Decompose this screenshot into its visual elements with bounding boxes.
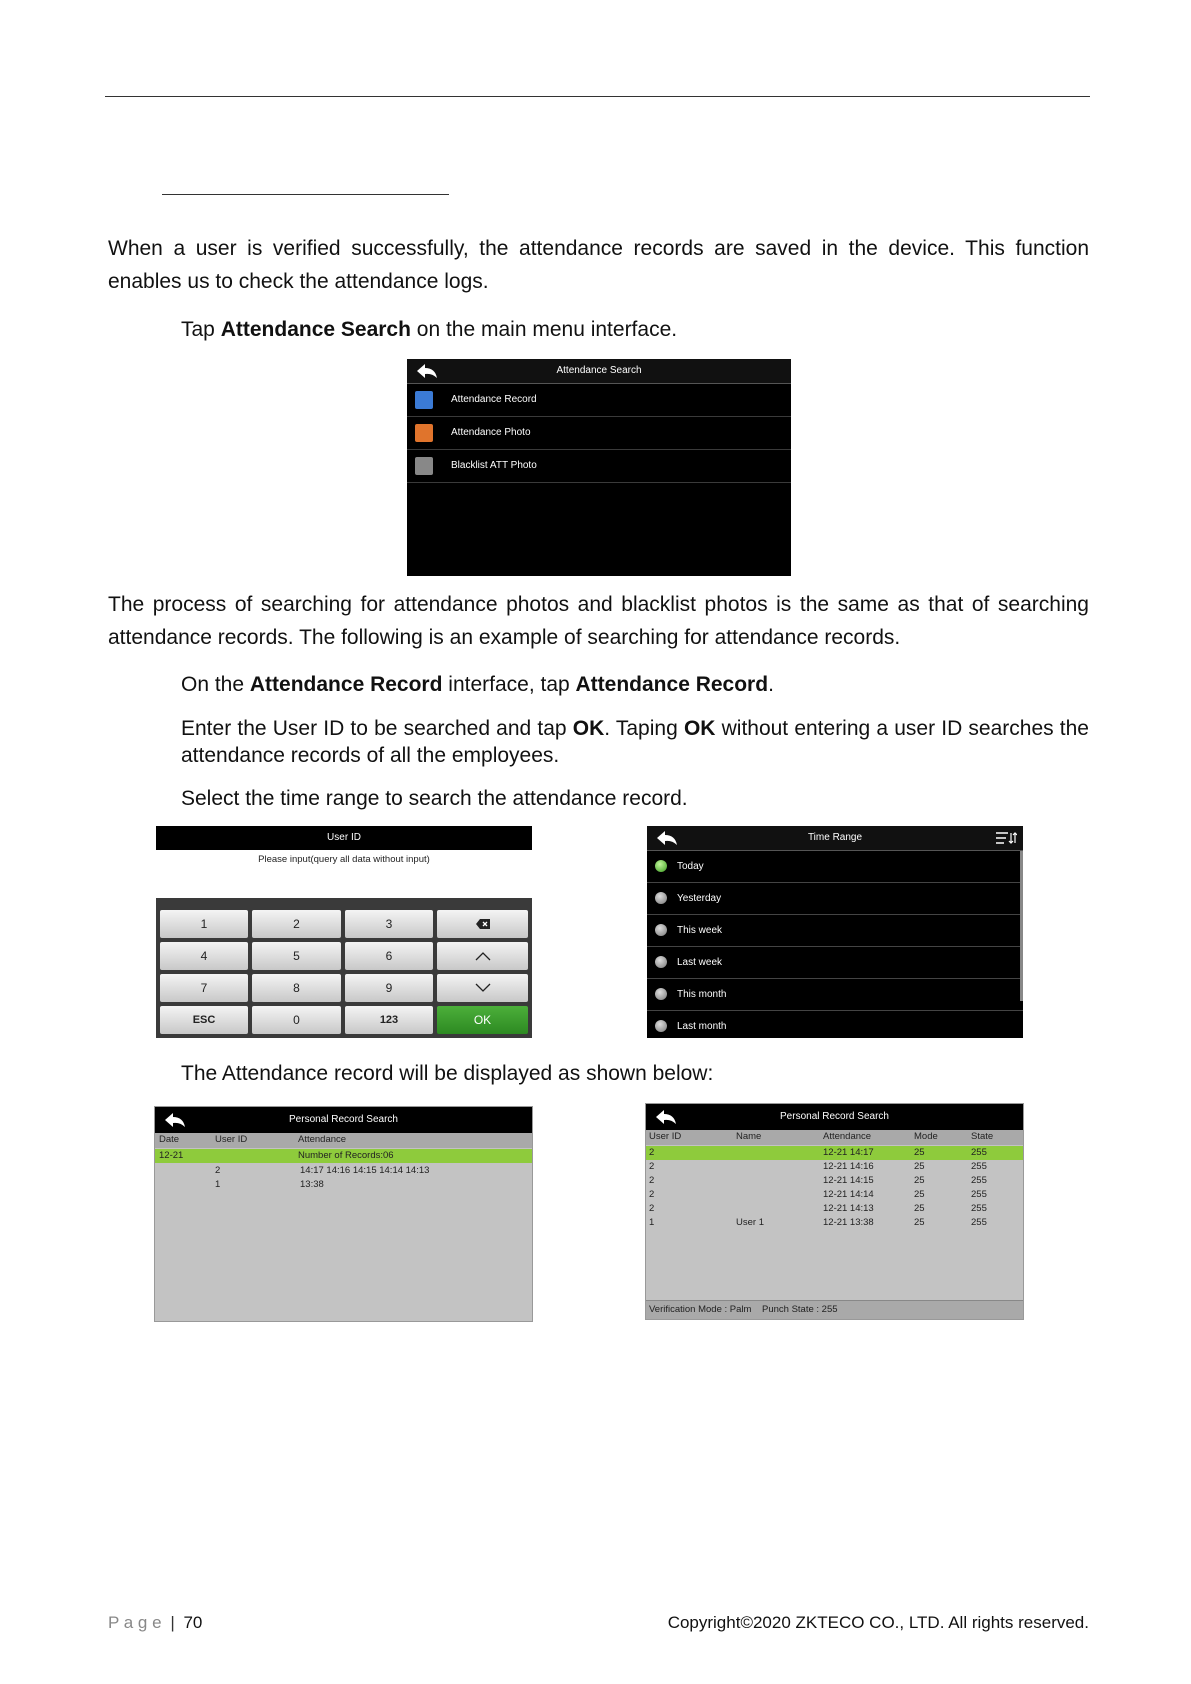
key-down[interactable]	[437, 974, 528, 1002]
col-attendance: Attendance	[298, 1134, 347, 1145]
back-arrow-icon[interactable]	[415, 362, 439, 380]
footer-separator: |	[170, 1613, 175, 1632]
backspace-icon	[476, 919, 490, 929]
record-detail-header	[646, 1104, 1023, 1130]
step-record-display: The Attendance record will be displayed as shown below:	[181, 1062, 714, 1085]
table-row-selected[interactable]: 12-21 Number of Records:06	[155, 1149, 532, 1163]
col-user-id: User ID	[215, 1134, 248, 1145]
detail-row[interactable]: 2 12-21 14:16 25 255	[649, 1161, 987, 1172]
detail-row[interactable]: 2 12-21 14:13 25 255	[649, 1203, 987, 1214]
key-up[interactable]	[437, 942, 528, 970]
detail-row-selected[interactable]: 2 12-21 14:17 25 255	[646, 1146, 1023, 1160]
scrollbar[interactable]	[1020, 851, 1023, 1001]
header-rule	[105, 96, 1090, 97]
step-tap-attendance-record: On the Attendance Record interface, tap Attendance Record.	[181, 673, 774, 696]
col-name: Name	[736, 1131, 762, 1142]
detail-row[interactable]: 1 User 1 12-21 13:38 25 255	[649, 1217, 987, 1228]
process-paragraph: The process of searching for attendance photos and blacklist photos is the same as that of searching attendance records. The following is an example of searching for attendance records.	[108, 593, 1089, 649]
radio-icon	[655, 1020, 667, 1032]
key-123[interactable]: 123	[345, 1006, 433, 1034]
col-attendance: Attendance	[823, 1131, 872, 1142]
key-0[interactable]: 0	[252, 1006, 341, 1034]
menu-item-attendance-photo[interactable]: Attendance Photo	[407, 417, 791, 450]
key-2[interactable]: 2	[252, 910, 341, 938]
col-date: Date	[159, 1134, 180, 1145]
col-user-id: User ID	[649, 1131, 682, 1142]
time-range-screen	[647, 826, 1023, 1038]
time-range-header	[647, 826, 1023, 851]
personal-record-detail-screen	[645, 1103, 1024, 1320]
record-detail-title: Personal Record Search	[780, 1111, 889, 1122]
attendance-photo-icon	[415, 424, 433, 442]
option-last-week[interactable]: Last week	[647, 947, 1023, 979]
option-last-month[interactable]: Last month	[647, 1011, 1023, 1042]
record-title: Personal Record Search	[289, 1114, 398, 1125]
time-range-title: Time Range	[807, 832, 863, 843]
intro-paragraph: When a user is verified successfully, the attendance records are saved in the device. This function enables us to check the attendance logs.	[108, 237, 1089, 293]
option-this-week[interactable]: This week	[647, 915, 1023, 947]
table-row[interactable]: 2 14:17 14:16 14:15 14:14 14:13	[215, 1165, 430, 1176]
key-ok[interactable]: OK	[437, 1006, 528, 1034]
section-title-underline	[162, 194, 449, 195]
chevron-up-icon	[475, 951, 491, 961]
status-footer: Verification Mode : Palm Punch State : 255	[646, 1300, 1023, 1319]
key-6[interactable]: 6	[345, 942, 433, 970]
back-arrow-icon[interactable]	[163, 1111, 187, 1129]
menu-item-blacklist-photo[interactable]: Blacklist ATT Photo	[407, 450, 791, 483]
radio-icon	[655, 988, 667, 1000]
blacklist-photo-icon	[415, 457, 433, 475]
screen-header	[407, 359, 791, 384]
user-id-input[interactable]: Please input(query all data without input)	[156, 850, 532, 898]
back-arrow-icon[interactable]	[654, 1108, 678, 1126]
personal-record-summary-screen	[154, 1106, 533, 1322]
key-1[interactable]: 1	[160, 910, 248, 938]
detail-table-header	[646, 1130, 1023, 1145]
option-today[interactable]: Today	[647, 851, 1023, 883]
keypad-title: User ID	[156, 826, 532, 850]
step-tap-attendance-search: Tap Attendance Search on the main menu interface.	[181, 318, 678, 341]
option-this-month[interactable]: This month	[647, 979, 1023, 1011]
page-label: P a g e	[108, 1613, 162, 1632]
key-backspace[interactable]	[437, 910, 528, 938]
col-state: State	[971, 1131, 994, 1142]
key-esc[interactable]: ESC	[160, 1006, 248, 1034]
attendance-search-screen	[407, 359, 791, 576]
user-id-keypad-screen	[156, 826, 532, 1038]
detail-row[interactable]: 2 12-21 14:14 25 255	[649, 1189, 987, 1200]
key-3[interactable]: 3	[345, 910, 433, 938]
table-row[interactable]: 1 13:38	[215, 1179, 324, 1190]
key-8[interactable]: 8	[252, 974, 341, 1002]
copyright: Copyright©2020 ZKTECO CO., LTD. All rights reserved.	[667, 1613, 1089, 1632]
key-4[interactable]: 4	[160, 942, 248, 970]
menu-item-attendance-record[interactable]: Attendance Record	[407, 384, 791, 417]
screen-title: Attendance Search	[556, 365, 642, 376]
step-select-time-range: Select the time range to search the attendance record.	[181, 787, 688, 810]
radio-icon	[655, 956, 667, 968]
key-7[interactable]: 7	[160, 974, 248, 1002]
back-arrow-icon[interactable]	[655, 829, 679, 847]
radio-icon	[655, 924, 667, 936]
col-mode: Mode	[914, 1131, 938, 1142]
record-header	[155, 1107, 532, 1133]
key-5[interactable]: 5	[252, 942, 341, 970]
option-yesterday[interactable]: Yesterday	[647, 883, 1023, 915]
radio-icon	[655, 892, 667, 904]
chevron-down-icon	[475, 983, 491, 993]
radio-selected-icon	[655, 860, 667, 872]
page-number: 70	[183, 1613, 203, 1632]
detail-row[interactable]: 2 12-21 14:15 25 255	[649, 1175, 987, 1186]
page-footer	[108, 1612, 202, 1634]
table-header	[155, 1133, 532, 1148]
key-9[interactable]: 9	[345, 974, 433, 1002]
sort-menu-icon[interactable]	[995, 831, 1017, 845]
attendance-record-icon	[415, 391, 433, 409]
step-enter-user-id: Enter the User ID to be searched and tap OK. Taping OK without entering a user ID searches the attendance records of all the employees.	[181, 717, 1089, 767]
